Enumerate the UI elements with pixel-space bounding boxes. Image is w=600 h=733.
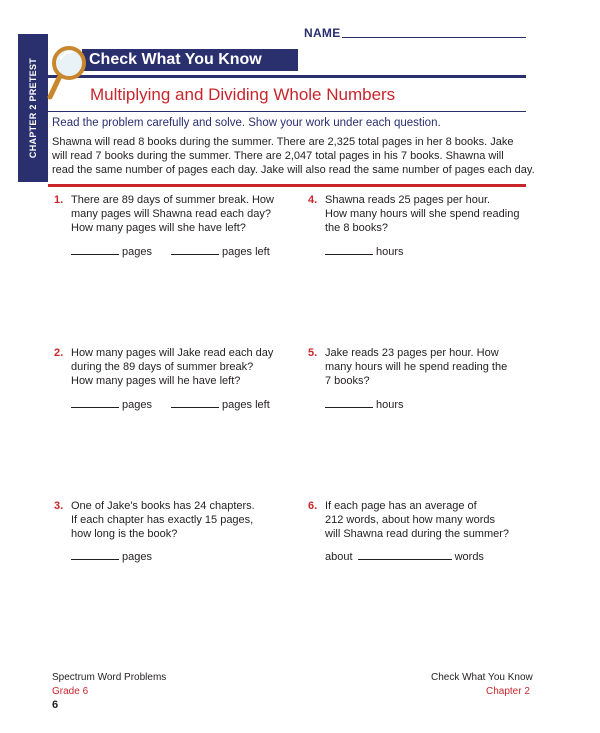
footer-book-title: Spectrum Word Problems [52, 672, 167, 683]
answer-q3 [71, 550, 152, 563]
answer-blank[interactable] [71, 398, 119, 408]
answer-unit: pages left [222, 246, 270, 258]
answer-prefix: about [325, 551, 353, 563]
name-line[interactable] [342, 37, 526, 38]
answer-unit: hours [376, 399, 404, 411]
question-4 [308, 193, 545, 235]
footer-grade: Grade 6 [52, 686, 89, 697]
answer-unit: pages [122, 551, 152, 563]
answer-q4 [325, 245, 404, 258]
answer-blank[interactable] [171, 398, 219, 408]
answer-blank[interactable] [71, 245, 119, 255]
question-line: many hours will he spend reading the [325, 361, 508, 373]
story-line: will read 7 books during the summer. There are 2,047 total pages in his 7 books. Shawna will [52, 150, 504, 162]
story-line: read the same number of pages each day. Jake will also read the same number of pages each day. [52, 164, 535, 176]
name-label: NAME [304, 26, 341, 40]
story-text [52, 135, 535, 177]
question-number: 1. [54, 194, 64, 206]
question-number: 2. [54, 347, 64, 359]
answer-unit: pages [122, 246, 152, 258]
question-number: 5. [308, 347, 318, 359]
side-tab-label: CHAPTER 2 PRETEST [28, 57, 38, 159]
question-2 [54, 346, 291, 388]
title-rule [48, 75, 526, 78]
title-banner [82, 49, 298, 71]
instructions: Read the problem carefully and solve. Show your work under each question. [52, 117, 441, 129]
question-number: 4. [308, 194, 318, 206]
answer-blank[interactable] [325, 245, 373, 255]
question-line: many pages will Shawna read each day? [71, 208, 271, 220]
answer-q2 [71, 398, 270, 411]
question-line: how long is the book? [71, 528, 178, 540]
question-6 [308, 499, 545, 541]
answer-blank[interactable] [325, 398, 373, 408]
question-line: How many pages will he have left? [71, 375, 241, 387]
story-rule [48, 184, 526, 187]
question-number: 6. [308, 500, 318, 512]
question-line: 212 words, about how many words [325, 514, 495, 526]
answer-q1 [71, 245, 270, 258]
question-line: How many pages will she have left? [71, 222, 246, 234]
question-line: There are 89 days of summer break. How [71, 194, 274, 206]
answer-unit: pages left [222, 399, 270, 411]
answer-unit: words [454, 551, 484, 563]
answer-q5 [325, 398, 404, 411]
question-line: during the 89 days of summer break? [71, 361, 254, 373]
answer-blank[interactable] [171, 245, 219, 255]
answer-q6 [325, 550, 484, 563]
question-line: If each chapter has exactly 15 pages, [71, 514, 254, 526]
question-line: 7 books? [325, 375, 370, 387]
question-line: the 8 books? [325, 222, 388, 234]
answer-blank[interactable] [71, 550, 119, 560]
answer-unit: pages [122, 399, 152, 411]
page-number: 6 [52, 699, 59, 711]
question-line: How many pages will Jake read each day [71, 347, 274, 359]
footer-chapter: Chapter 2 [486, 686, 530, 697]
question-3 [54, 499, 291, 541]
question-line: Shawna reads 25 pages per hour. [325, 194, 491, 206]
question-5 [308, 346, 545, 388]
question-line: If each page has an average of [325, 500, 477, 512]
page-subtitle: Multiplying and Dividing Whole Numbers [90, 85, 396, 104]
page-title: Check What You Know [89, 51, 262, 68]
question-line: Jake reads 23 pages per hour. How [325, 347, 499, 359]
magnifier-icon [46, 44, 92, 100]
question-line: How many hours will she spend reading [325, 208, 520, 220]
story-line: Shawna will read 8 books during the summer. There are 2,325 total pages in her 8 books. Jake [52, 136, 514, 148]
question-1 [54, 193, 291, 235]
question-line: will Shawna read during the summer? [325, 528, 510, 540]
answer-unit: hours [376, 246, 404, 258]
question-number: 3. [54, 500, 64, 512]
footer-section-title: Check What You Know [431, 672, 533, 683]
subtitle-rule [48, 111, 526, 112]
answer-blank[interactable] [358, 550, 452, 560]
chapter-side-tab [18, 34, 48, 182]
question-line: One of Jake's books has 24 chapters. [71, 500, 255, 512]
